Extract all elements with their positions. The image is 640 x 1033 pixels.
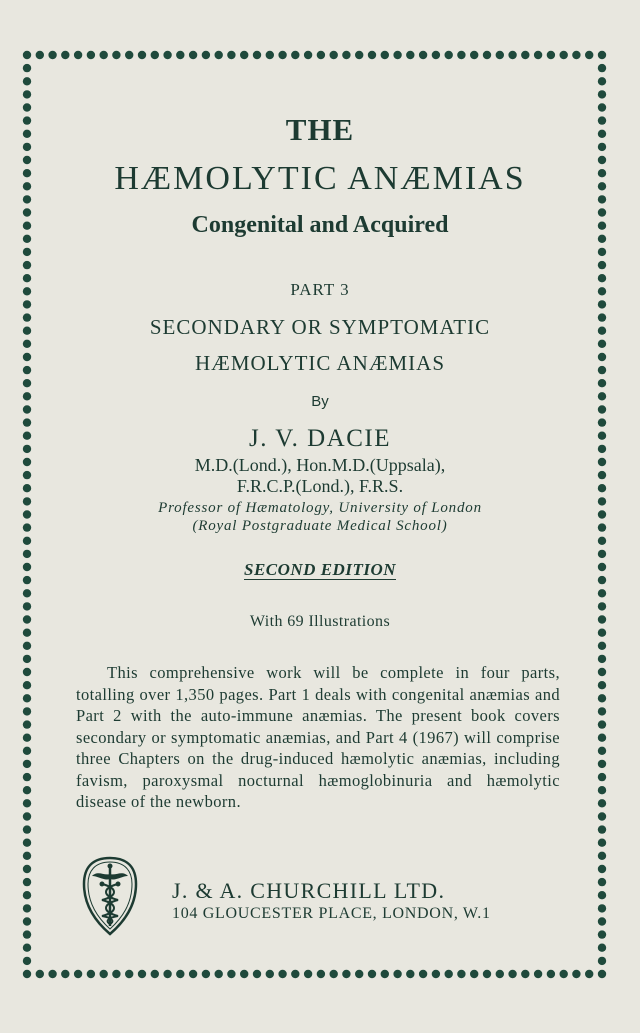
book-subtitle: Congenital and Acquired bbox=[191, 212, 449, 238]
part-heading-line1: SECONDARY OR SYMPTOMATIC bbox=[149, 315, 491, 339]
edition-text: SECOND EDITION bbox=[244, 560, 396, 579]
part-heading-line2: HÆMOLYTIC ANÆMIAS bbox=[195, 351, 445, 375]
edition-label bbox=[0, 560, 640, 580]
book-description: This comprehensive work will be complete in four parts, totalling over 1,350 pages. Part 1 deals with congenital anæmias and Part 2 with the auto-immune anæmias. The present book covers secondary or symptomatic anæmias, and Part 4 (1967) will comprise three Chapters on the drug-induced hæmolytic anæmias, including favism, paroxysmal nocturnal hæmoglobinuria and hæmolytic disease of the newborn. bbox=[76, 663, 560, 811]
part-label: PART 3 bbox=[290, 280, 350, 299]
author-qualifications-line1: M.D.(Lond.), Hon.M.D.(Uppsala), bbox=[194, 455, 446, 475]
author-position-line1: Professor of Hæmatology, University of London bbox=[158, 500, 482, 516]
title-the: THE bbox=[285, 112, 355, 147]
book-title: HÆMOLYTIC ANÆMIAS bbox=[114, 160, 526, 197]
illustrations-count: With 69 Illustrations bbox=[249, 613, 391, 630]
by-label: By bbox=[311, 393, 329, 410]
author-qualifications-line2: F.R.C.P.(Lond.), F.R.S. bbox=[236, 476, 404, 496]
caduceus-shield-icon bbox=[80, 854, 140, 938]
publisher-name: J. & A. CHURCHILL LTD. bbox=[172, 878, 446, 903]
author-name: J. V. DACIE bbox=[249, 425, 391, 452]
publisher-address: 104 GLOUCESTER PLACE, LONDON, W.1 bbox=[172, 905, 491, 922]
author-position-line2: (Royal Postgraduate Medical School) bbox=[192, 518, 448, 534]
